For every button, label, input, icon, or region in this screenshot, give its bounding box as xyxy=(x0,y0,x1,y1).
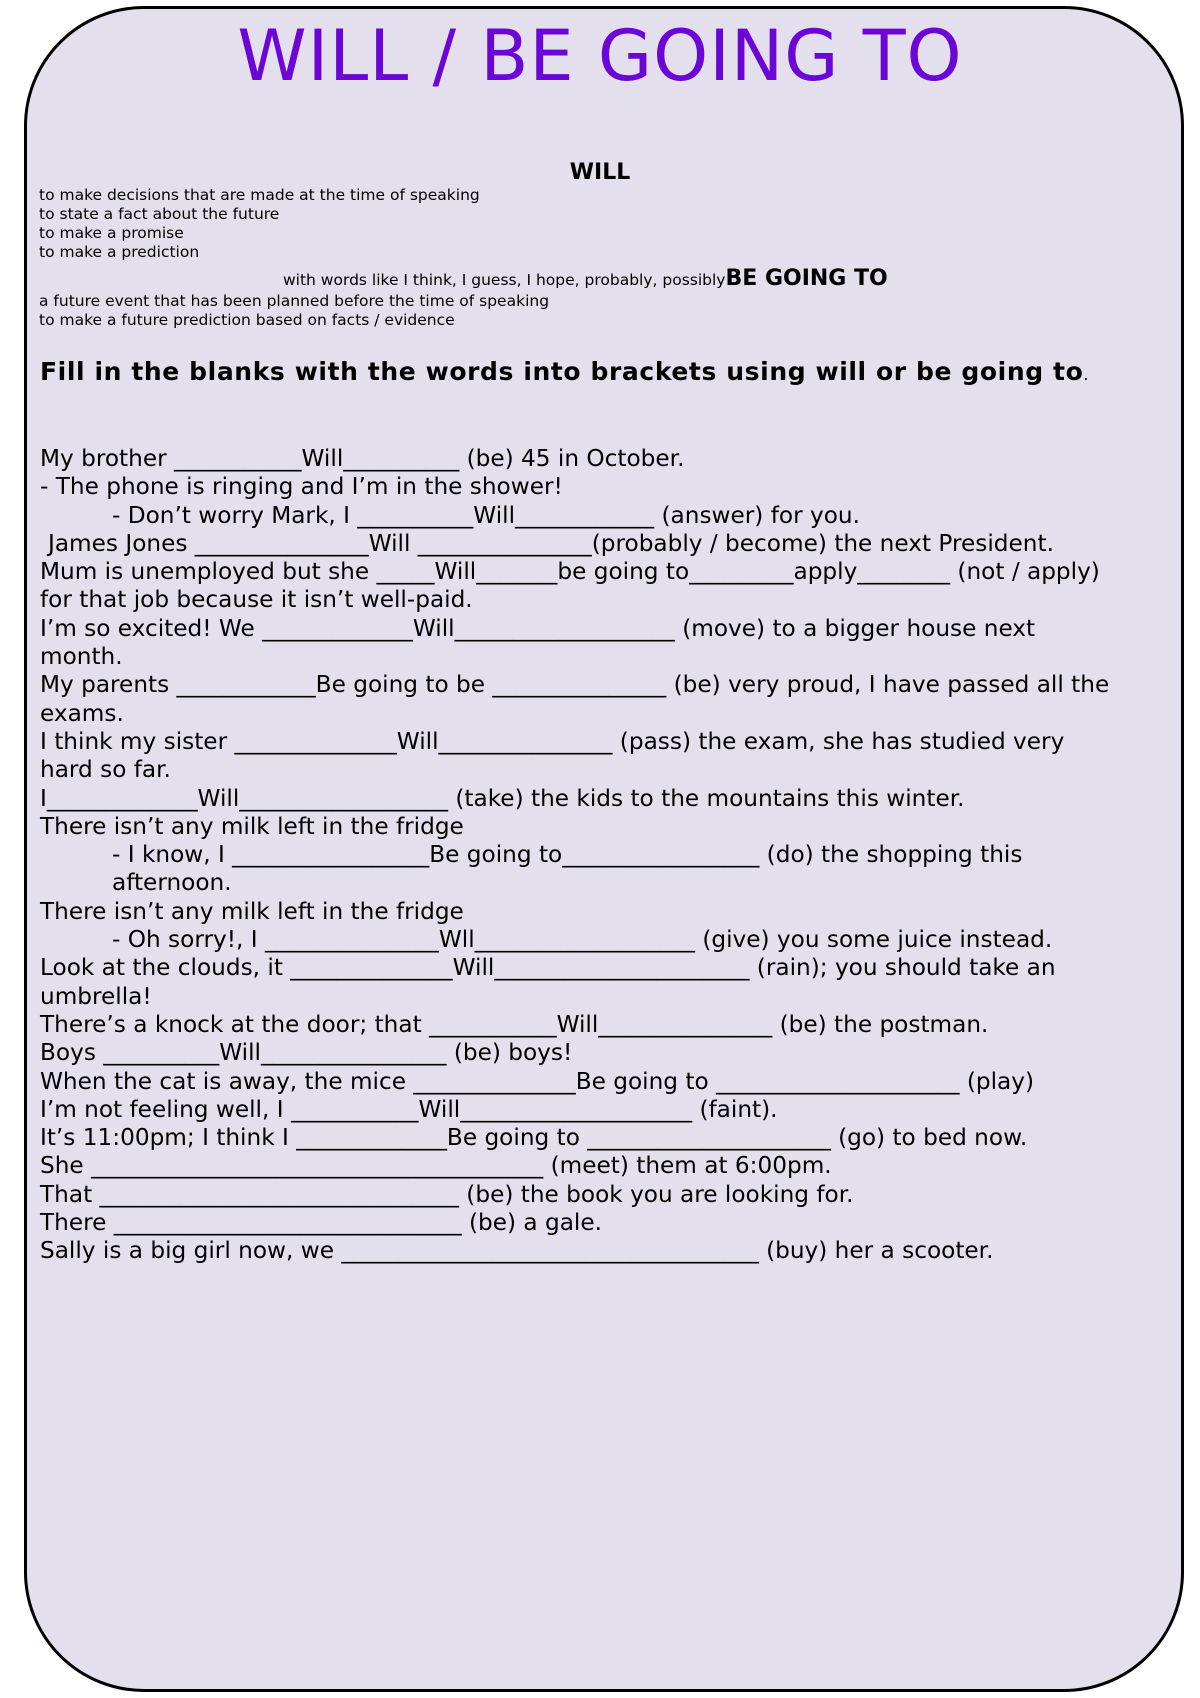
exercise-line: When the cat is away, the mice ______________Be going to _____________________ (play) xyxy=(40,1067,1035,1095)
exercise-line: exams. xyxy=(40,699,124,727)
exercise-line: - The phone is ringing and I’m in the shower! xyxy=(40,473,563,501)
will-use-decisions: to make decisions that are made at the time of speaking xyxy=(39,186,480,204)
will-prediction-hint: with words like I think, I guess, I hope, probably, possibly xyxy=(283,271,726,289)
exercise-line: Sally is a big girl now, we ____________________________________ (buy) her a scooter. xyxy=(40,1237,994,1265)
going-to-heading: BE GOING TO xyxy=(725,266,888,291)
going-to-use-evidence: to make a future prediction based on facts / evidence xyxy=(39,311,455,329)
will-use-promise: to make a promise xyxy=(39,224,184,242)
exercise-line: I’m not feeling well, I ___________Will____________________ (faint). xyxy=(40,1095,778,1123)
will-heading: WILL xyxy=(569,160,631,185)
exercise-list xyxy=(40,445,1175,1266)
exercise-line: - Don’t worry Mark, I __________Will____________ (answer) for you. xyxy=(112,501,860,529)
will-use-facts: to state a fact about the future xyxy=(39,205,280,223)
exercise-line: Look at the clouds, it ______________Will______________________ (rain); you should take an xyxy=(40,954,1056,982)
instruction-text: Fill in the blanks with the words into brackets using will or be going to xyxy=(40,357,1084,386)
exercise-instruction xyxy=(40,355,1160,391)
exercise-line: There ______________________________ (be) a gale. xyxy=(40,1209,603,1237)
exercise-line: It’s 11:00pm; I think I _____________Be going to _____________________ (go) to bed now. xyxy=(40,1124,1028,1152)
exercise-line: I’m so excited! We _____________Will___________________ (move) to a bigger house next xyxy=(40,614,1036,642)
exercise-line: I_____________Will__________________ (take) the kids to the mountains this winter. xyxy=(40,784,965,812)
exercise-line: There isn’t any milk left in the fridge xyxy=(40,812,464,840)
will-hint-line xyxy=(283,266,888,291)
exercise-line: hard so far. xyxy=(40,756,171,784)
exercise-line: - Oh sorry!, I _______________Wll___________________ (give) you some juice instead. xyxy=(112,926,1053,954)
going-to-use-planned: a future event that has been planned before the time of speaking xyxy=(39,292,550,310)
exercise-line: James Jones _______________Will _______________(probably / become) the next President. xyxy=(48,529,1054,557)
exercise-line: month. xyxy=(40,643,123,671)
exercise-line: - I know, I _________________Be going to_________________ (do) the shopping this xyxy=(112,841,1023,869)
exercise-line: Boys __________Will________________ (be) boys! xyxy=(40,1039,573,1067)
exercise-line: afternoon. xyxy=(112,869,232,897)
exercise-line: Mum is unemployed but she _____Will_______be going to_________apply________ (not / apply) xyxy=(40,558,1100,586)
exercise-line: I think my sister ______________Will_______________ (pass) the exam, she has studied very xyxy=(40,727,1065,755)
exercise-line: umbrella! xyxy=(40,982,152,1010)
exercise-line: That _______________________________ (be) the book you are looking for. xyxy=(40,1180,854,1208)
exercise-line: My brother ___________Will__________ (be) 45 in October. xyxy=(40,445,685,472)
will-use-prediction: to make a prediction xyxy=(39,243,200,261)
exercise-line: There’s a knock at the door; that ___________Will_______________ (be) the postman. xyxy=(40,1010,989,1038)
worksheet-title: WILL / BE GOING TO xyxy=(237,15,963,97)
exercise-line: There isn’t any milk left in the fridge xyxy=(40,897,464,925)
exercise-line: She _______________________________________ (meet) them at 6:00pm. xyxy=(40,1152,832,1180)
exercise-line: for that job because it isn’t well-paid. xyxy=(40,586,473,614)
exercise-line: My parents ____________Be going to be _______________ (be) very proud, I have passed all the xyxy=(40,671,1110,699)
instruction-end: . xyxy=(1083,365,1090,384)
